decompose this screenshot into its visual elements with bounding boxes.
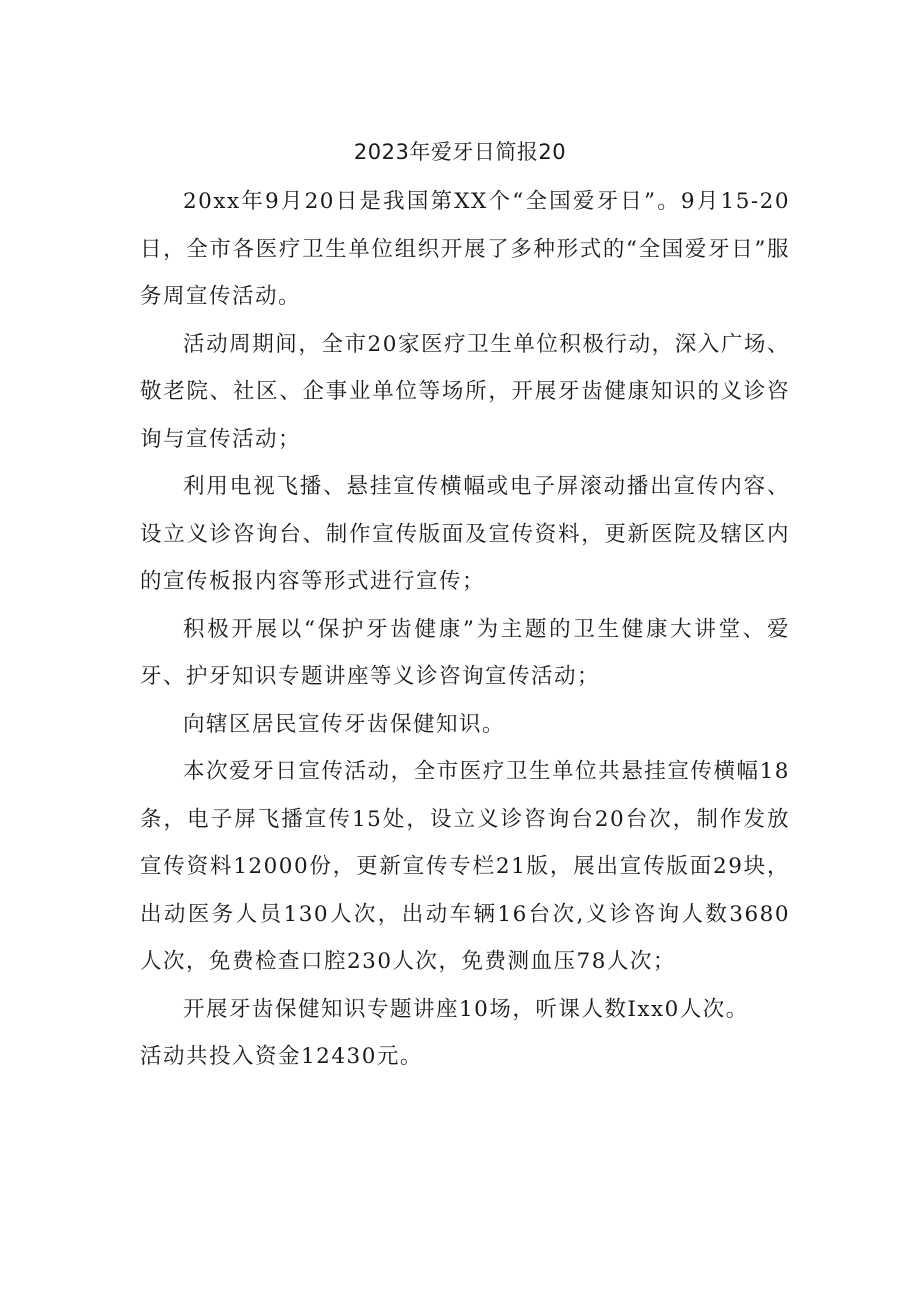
document-body (140, 178, 790, 1081)
paragraph-statistics: 本次爱牙日宣传活动，全市医疗卫生单位共悬挂宣传横幅18条，电子屏飞播宣传15处，设立义诊咨询台20台次，制作发放宣传资料12000份，更新宣传专栏21版，展出宣传版面29块，出动医务人员130人次，出动车辆16台次,义诊咨询人数3680人次，免费检查口腔230人次，免费测血压78人次； (140, 759, 790, 974)
paragraph-residents: 向辖区居民宣传牙齿保健知识。 (183, 711, 506, 737)
document-title: 2023年爱牙日简报20 (353, 140, 567, 164)
paragraph-publicity-methods: 利用电视飞播、悬挂宣传横幅或电子屏滚动播出宣传内容、设立义诊咨询台、制作宣传版面及宣传资料，更新医院及辖区内的宣传板报内容等形式进行宣传； (140, 474, 790, 594)
paragraph-activities: 活动周期间，全市20家医疗卫生单位积极行动，深入广场、敬老院、社区、企事业单位等场所，开展牙齿健康知识的义诊咨询与宣传活动； (140, 331, 790, 452)
paragraph-lectures: 积极开展以“保护牙齿健康”为主题的卫生健康大讲堂、爱牙、护牙知识专题讲座等义诊咨询宣传活动； (140, 616, 790, 689)
paragraph-lecture-stats: 开展牙齿保健知识专题讲座10场，听课人数Ixx0人次。 (183, 996, 749, 1022)
paragraph-intro: 20xx年9月20日是我国第XX个“全国爱牙日”。9月15-20日，全市各医疗卫生单位组织开展了多种形式的“全国爱牙日”服务周宣传活动。 (140, 189, 790, 309)
paragraph-funding: 活动共投入资金12430元。 (140, 1044, 423, 1069)
